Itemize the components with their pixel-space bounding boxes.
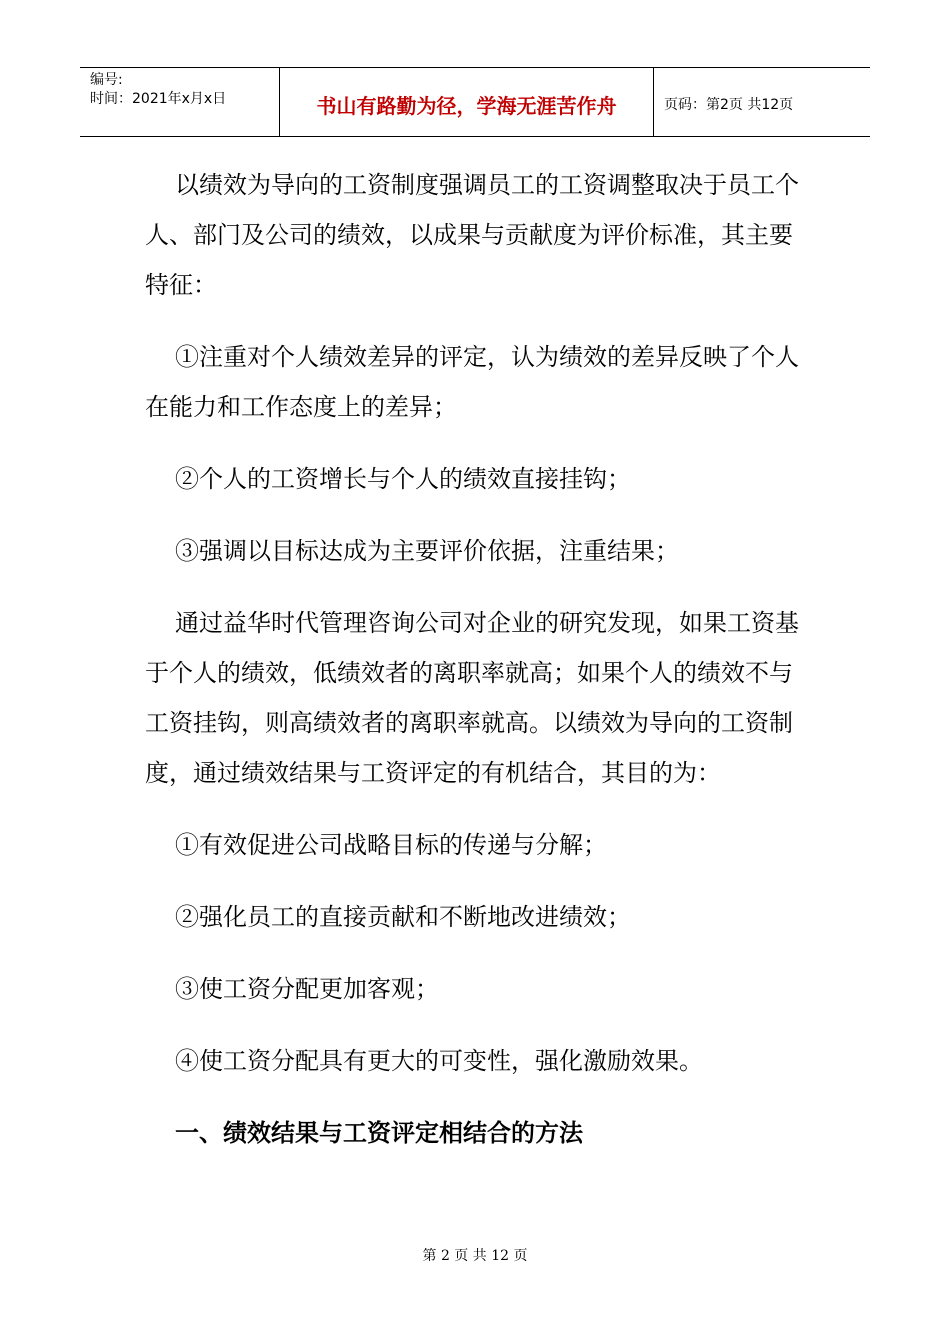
list-item: ②强化员工的直接贡献和不断地改进绩效； (175, 903, 631, 931)
document-body (145, 160, 805, 1158)
section-heading: 一、绩效结果与工资评定相结合的方法 (175, 1119, 583, 1147)
paragraph-research: 通过益华时代管理咨询公司对企业的研究发现，如果工资基于个人的绩效，低绩效者的离职率就高；如果个人的绩效不与工资挂钩，则高绩效者的离职率就高。以绩效为导向的工资制度，通过绩效结果与工资评定的有机结合，其目的为： (145, 609, 799, 787)
list-item: ④使工资分配具有更大的可变性，强化激励效果。 (175, 1047, 703, 1075)
list-item: ①有效促进公司战略目标的传递与分解； (175, 831, 607, 859)
time-label: 时间：2021年x月x日 (90, 91, 227, 107)
page-header (80, 67, 870, 137)
list-item: ②个人的工资增长与个人的绩效直接挂钩； (175, 465, 631, 493)
header-motto: 书山有路勤为径，学海无涯苦作舟 (280, 68, 654, 136)
header-page-info: 页码：第2页 共12页 (664, 97, 794, 113)
list-item: ③使工资分配更加客观； (175, 975, 439, 1003)
paragraph-intro: 以绩效为导向的工资制度强调员工的工资调整取决于员工个人、部门及公司的绩效，以成果与贡献度为评价标准，其主要特征： (145, 171, 799, 299)
page-footer: 第 2 页 共 12 页 (422, 1248, 528, 1264)
header-meta (80, 68, 280, 136)
number-label: 编号: (90, 72, 123, 88)
list-item: ①注重对个人绩效差异的评定，认为绩效的差异反映了个人在能力和工作态度上的差异； (145, 343, 799, 421)
list-item: ③强调以目标达成为主要评价依据，注重结果； (175, 537, 679, 565)
